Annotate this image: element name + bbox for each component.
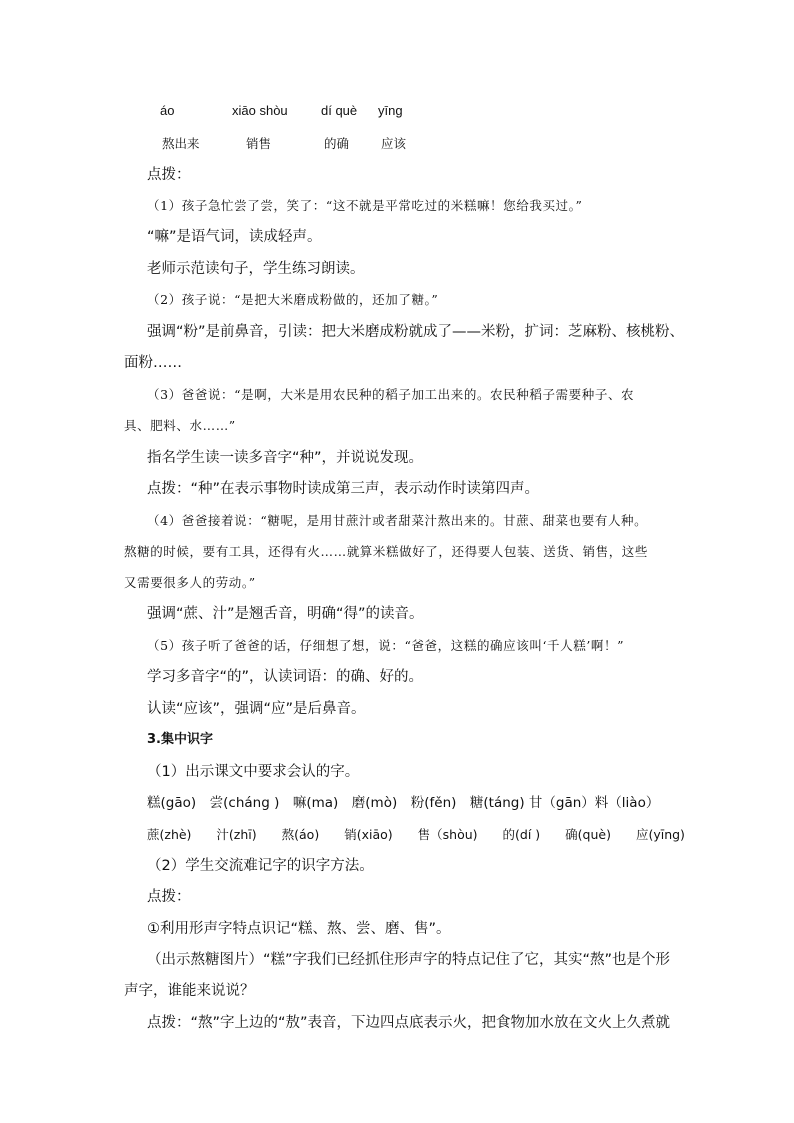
story-sentence-4-cont2: 又需要很多人的劳动。” (124, 575, 256, 590)
word-xiaoshou: 销售 (246, 136, 272, 151)
teacher-demo: 老师示范读句子，学生练习朗读。 (147, 261, 365, 277)
word-aochulai: 熬出来 (162, 136, 200, 151)
note-zhe: 强调“蔗、汁”是翘舌音，明确“得”的读音。 (147, 606, 424, 622)
picture-note-cont: 声字，谁能来说说？ (124, 983, 255, 999)
note-fen: 强调“粉”是前鼻音，引读：把大米磨成粉就成了——米粉，扩词：芝麻粉、核桃粉、 (147, 324, 685, 340)
char-list-2: 蔗(zhè) 汁(zhī) 熬(áo) 销(xiāo) 售（shòu) 的(dí ) 确(què) 应(yīng) (147, 827, 685, 842)
word-dique: 的确 (324, 136, 350, 151)
note-yinggai: 认读“应该”，强调“应”是后鼻音。 (147, 701, 366, 717)
hint-ao: 点拨：“熬”字上边的“敖”表音，下边四点底表示火，把食物加水放在文火上久煮就 (147, 1015, 671, 1031)
pinyin-ying: yīng (378, 103, 403, 118)
note-ma: “嘛”是语气词，读成轻声。 (147, 229, 322, 245)
char-list-1: 糕(gāo) 尝(cháng ) 嘛(ma) 磨(mò) 粉(fěn) 糖(táng) 甘（gān）料（liào） (147, 795, 660, 811)
hint-label: 点拨： (147, 167, 191, 183)
hint-zhong: 点拨：“种”在表示事物时读成第三声，表示动作时读第四声。 (147, 481, 540, 497)
story-sentence-4-cont1: 熬糖的时候，要有工具，还得有火……就算米糕做好了，还得要人包装、送货、销售，这些 (124, 544, 649, 559)
note-de: 学习多音字“的”，认读词语：的确、好的。 (147, 669, 424, 685)
word-yinggai: 应该 (381, 136, 407, 151)
story-sentence-2: （2）孩子说：“是把大米磨成粉做的，还加了糖。” (147, 292, 439, 307)
story-sentence-3-cont: 具、肥料、水……” (124, 418, 236, 433)
story-sentence-5: （5）孩子听了爸爸的话，仔细想了想，说：“爸爸，这糕的确应该叫‘千人糕’啊！” (147, 638, 625, 653)
picture-note: （出示熬糖图片）“糕”字我们已经抓住形声字的特点记住了它，其实“熬”也是个形 (147, 952, 671, 968)
story-sentence-1: （1）孩子急忙尝了尝，笑了：“这不就是平常吃过的米糕嘛！您给我买过。” (147, 198, 583, 213)
pinyin-ao: áo (160, 103, 175, 118)
method-1: ①利用形声字特点识记“糕、熬、尝、磨、售”。 (147, 921, 451, 937)
section-heading: 3.集中识字 (147, 732, 213, 747)
hint-label-2: 点拨： (147, 889, 191, 905)
step-2: （2）学生交流难记字的识字方法。 (147, 858, 374, 874)
pinyin-xiaoshou: xiāo shòu (232, 103, 288, 118)
story-sentence-3: （3）爸爸说：“是啊，大米是用农民种的稻子加工出来的。农民种稻子需要种子、农 (147, 387, 635, 402)
note-zhong: 指名学生读一读多音字“种”，并说说发现。 (147, 450, 424, 466)
pinyin-dique: dí què (321, 103, 358, 118)
step-1: （1）出示课文中要求会认的字。 (147, 764, 360, 780)
story-sentence-4: （4）爸爸接着说：“糖呢，是用甘蔗汁或者甜菜汁熬出来的。甘蔗、甜菜也要有人种。 (147, 513, 648, 528)
note-fen-cont: 面粉…… (124, 355, 182, 371)
